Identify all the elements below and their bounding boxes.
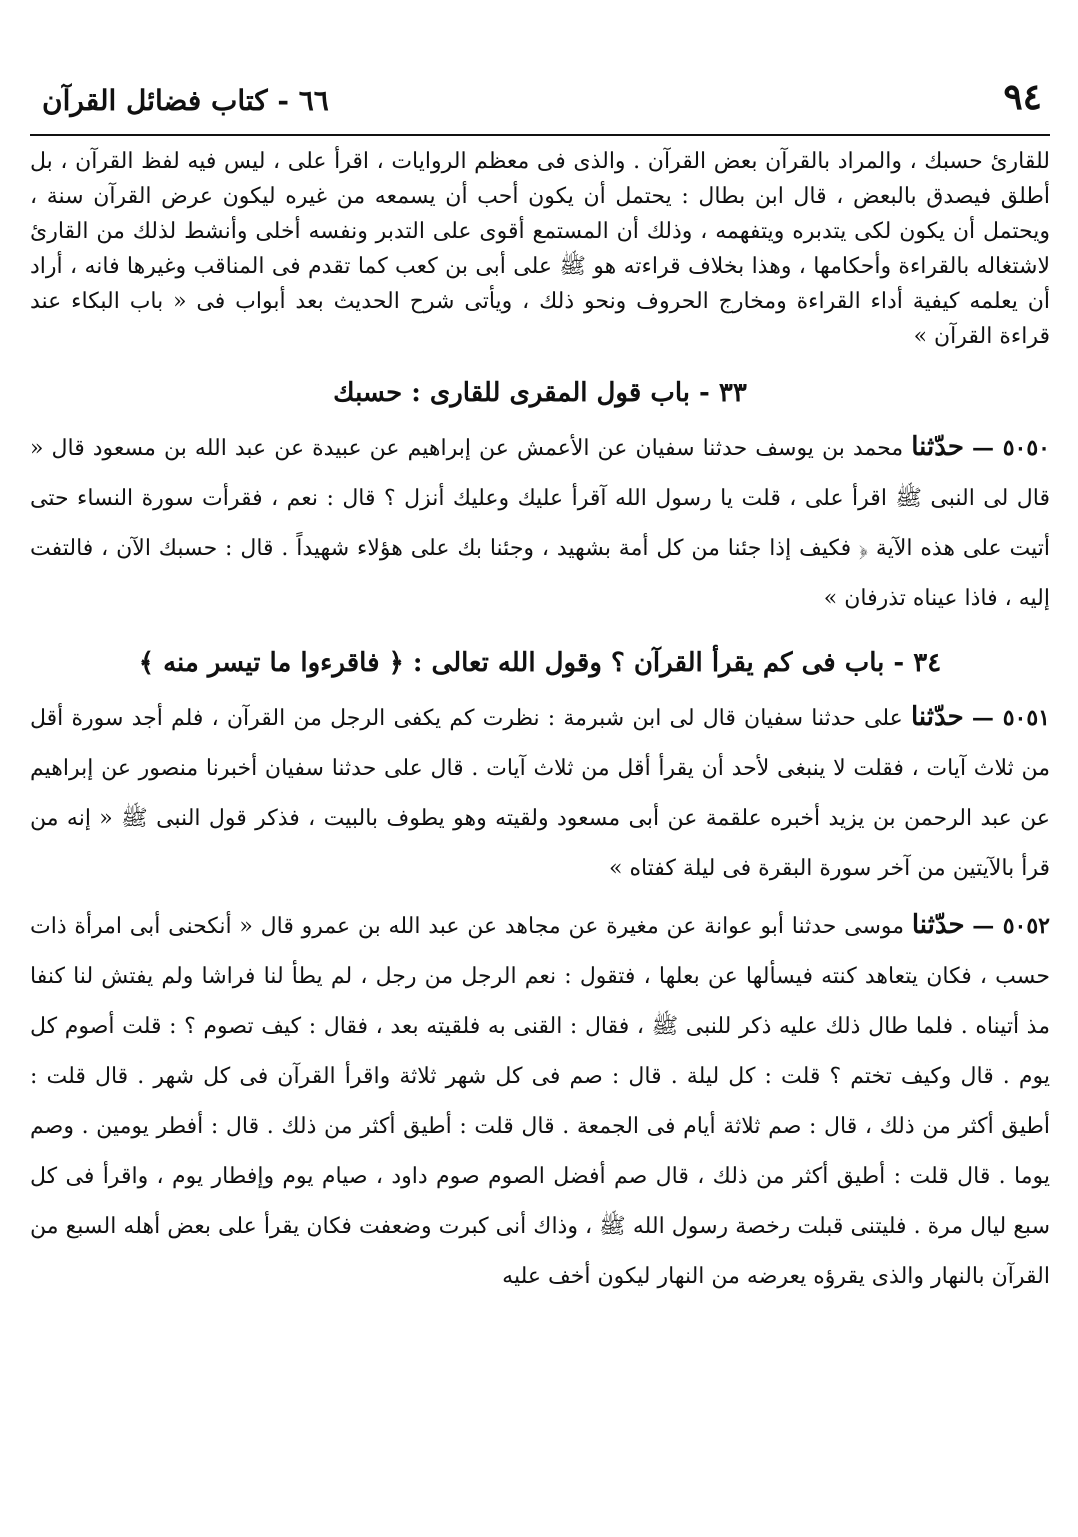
haddathana-word: حدّثنا	[911, 910, 965, 940]
hadith-5050	[30, 422, 1050, 624]
commentary-paragraph: للقارئ حسبك ، والمراد بالقرآن بعض القرآن . والذى فى معظم الروايات ، اقرأ على ، ليس فيه لفظ القرآن ، بل أطلق فيصدق بالبعض ، قال ابن بطال : يحتمل أن يكون أحب أن يسمعه من غيره ليكون عرض القرآن سنة ، ويحتمل أن يكون لكى يتدبره ويتفهمه ، وذلك أن المستمع أقوى على التدبر ونفسه أخلى وأنشط لذلك من القارئ لاشتغاله بالقراءة وأحكامها ، وهذا بخلاف قراءته هو ﷺ على أبى بن كعب كما تقدم فى المناقب وغيرها فانه ، أراد أن يعلمه كيفية أداء القراءة ومخارج الحروف ونحو ذلك ، ويأتى شرح الحديث بعد أبواب فى « باب البكاء عند قراءة القرآن »	[30, 149, 1050, 349]
commentary-block	[30, 144, 1050, 354]
hadith-number: ٥٠٥٠ —	[972, 435, 1050, 461]
hadith-number: ٥٠٥١ —	[971, 705, 1050, 731]
page-header	[30, 70, 1050, 136]
hadith-5052	[30, 900, 1050, 1302]
hadith-text: على حدثنا سفيان قال لى ابن شبرمة : نظرت كم يكفى الرجل من القرآن ، فلم أجد سورة أقل من ثلاث آيات ، فقلت لا ينبغى لأحد أن يقرأ أقل من ثلاث آيات . قال على حدثنا سفيان أخبرنا منصور عن إبراهيم عن عبد الرحمن بن يزيد أخبره علقمة عن أبى مسعود ولقيته وهو يطوف بالبيت ، فذكر قول النبى ﷺ « إنه من قرأ بالآيتين من آخر سورة البقرة فى ليلة كفتاه »	[30, 706, 1050, 881]
book-page	[30, 70, 1050, 1302]
page-number: ٩٤	[1003, 76, 1042, 118]
haddathana-word: حدّثنا	[910, 702, 964, 732]
hadith-number: ٥٠٥٢ —	[972, 913, 1050, 939]
hadith-text: موسى حدثنا أبو عوانة عن مغيرة عن مجاهد عن عبد الله بن عمرو قال « أنكحنى أبى امرأة ذات حسب ، فكان يتعاهد كنته فيسألها عن بعلها ، فتقول : نعم الرجل من رجل ، لم يطأ لنا فراشا ولم يفتش لنا كنفا مذ أتيناه . فلما طال ذلك عليه ذكر للنبى ﷺ ، فقال : القنى به فلقيته بعد ، فقال : كيف تصوم ؟ : قلت أصوم كل يوم . قال وكيف تختم ؟ قلت : كل ليلة . قال : صم فى كل شهر ثلاثة واقرأ القرآن فى كل شهر . قال قلت : أطيق أكثر من ذلك ، قال : صم ثلاثة أيام فى الجمعة . قال قلت : أطيق أكثر من ذلك . قال : أفطر يومين . وصم يوما . قال قلت : أطيق أكثر من ذلك ، قال صم أفضل الصوم صوم داود ، صيام يوم وإفطار يوم ، واقرأ فى كل سبع ليال مرة . فليتنى قبلت رخصة رسول الله ﷺ ، وذاك أنى كبرت وضعفت فكان يقرأ على بعض أهله السبع من القرآن بالنهار والذى يقرؤه يعرضه من النهار ليكون أخف عليه	[30, 914, 1051, 1289]
hadith-text: محمد بن يوسف حدثنا سفيان عن الأعمش عن إبراهيم عن عبيدة عن عبد الله بن مسعود قال « قال لى النبى ﷺ اقرأ على ، قلت يا رسول الله آقرأ عليك وعليك أنزل ؟ قال : نعم ، فقرأت سورة النساء حتى أتيت على هذه الآية ﴿ فكيف إذا جئنا من كل أمة بشهيد ، وجئنا بك على هؤلاء شهيداً . قال : حسبك الآن ، فالتفت إليه ، فاذا عيناه تذرفان »	[30, 436, 1050, 611]
chapter-heading-34: ٣٤ - باب فى كم يقرأ القرآن ؟ وقول الله تعالى : ﴿ فاقرءوا ما تيسر منه ﴾	[138, 648, 942, 678]
hadith-5051	[30, 692, 1050, 894]
running-title: ٦٦ - كتاب فضائل القرآن	[42, 84, 329, 117]
haddathana-word: حدّثنا	[911, 432, 964, 462]
chapter-heading-33: ٣٣ - باب قول المقرى للقارى : حسبك	[333, 378, 747, 408]
